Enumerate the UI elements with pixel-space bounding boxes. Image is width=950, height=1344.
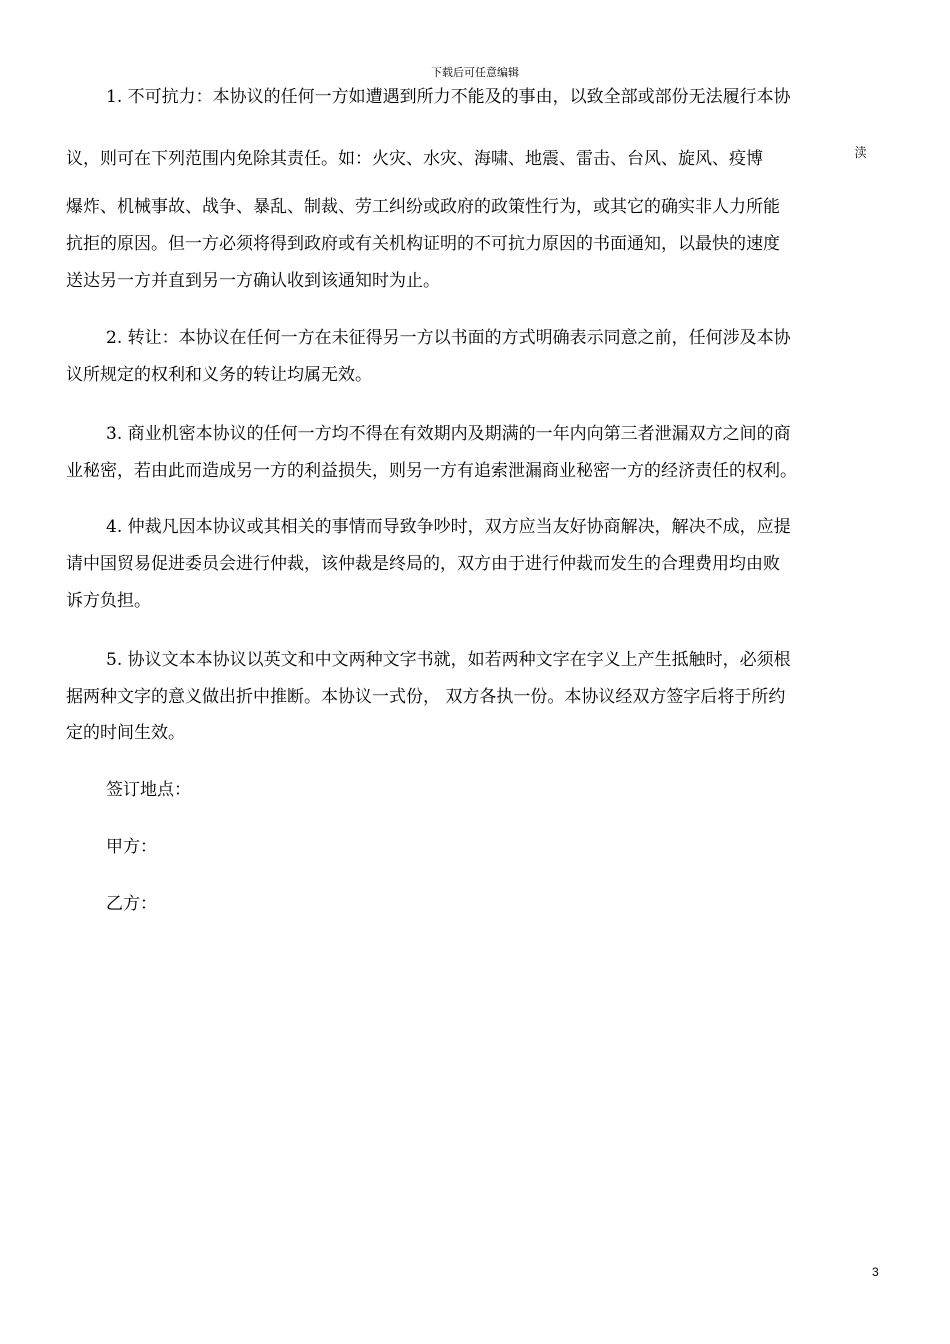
clause-3-line-1: 3. 商业机密本协议的任何一方均不得在有效期内及期满的一年内向第三者泄漏双方之间的商 bbox=[106, 424, 791, 444]
party-b-label: 乙方： bbox=[106, 894, 157, 914]
clause-1-line-4: 抗拒的原因。但一方必须将得到政府或有关机构证明的不可抗力原因的书面通知，以最快的速度 bbox=[66, 234, 780, 254]
clause-5-line-2: 据两种文字的意义做出折中推断。本协议一式份， 双方各执一份。本协议经双方签字后将于所约 bbox=[66, 687, 786, 707]
clause-1-line-2: 议，则可在下列范围内免除其责任。如：火灾、水灾、海啸、地震、雷击、台风、旋风、疫博 bbox=[66, 149, 763, 169]
header-note: 下载后可任意编辑 bbox=[431, 66, 519, 79]
margin-character: 渎 bbox=[854, 146, 867, 161]
clause-1-line-3: 爆炸、机械事故、战争、暴乱、制裁、劳工纠纷或政府的政策性行为，或其它的确实非人力所能 bbox=[66, 197, 780, 217]
signing-place-label: 签订地点： bbox=[106, 780, 191, 800]
party-a-label: 甲方： bbox=[106, 837, 157, 857]
page-number: 3 bbox=[872, 1265, 879, 1279]
clause-2-line-2: 议所规定的权利和义务的转让均属无效。 bbox=[66, 365, 372, 385]
clause-1-line-1: 1. 不可抗力：本协议的任何一方如遭遇到所力不能及的事由，以致全部或部份无法履行本协 bbox=[106, 87, 791, 107]
clause-5-line-3: 定的时间生效。 bbox=[66, 723, 185, 743]
clause-1-line-5: 送达另一方并直到另一方确认收到该通知时为止。 bbox=[66, 271, 440, 291]
clause-4-line-3: 诉方负担。 bbox=[66, 591, 151, 611]
clause-4-line-1: 4. 仲裁凡因本协议或其相关的事情而导致争吵时，双方应当友好协商解决，解决不成，应提 bbox=[106, 517, 791, 537]
clause-2-line-1: 2. 转让：本协议在任何一方在未征得另一方以书面的方式明确表示同意之前，任何涉及本协 bbox=[106, 328, 791, 348]
clause-3-line-2: 业秘密，若由此而造成另一方的利益损失，则另一方有追索泄漏商业秘密一方的经济责任的权利。 bbox=[66, 461, 797, 481]
clause-4-line-2: 请中国贸易促进委员会进行仲裁，该仲裁是终局的，双方由于进行仲裁而发生的合理费用均由败 bbox=[66, 554, 780, 574]
clause-5-line-1: 5. 协议文本本协议以英文和中文两种文字书就，如若两种文字在字义上产生抵触时，必须根 bbox=[106, 650, 791, 670]
